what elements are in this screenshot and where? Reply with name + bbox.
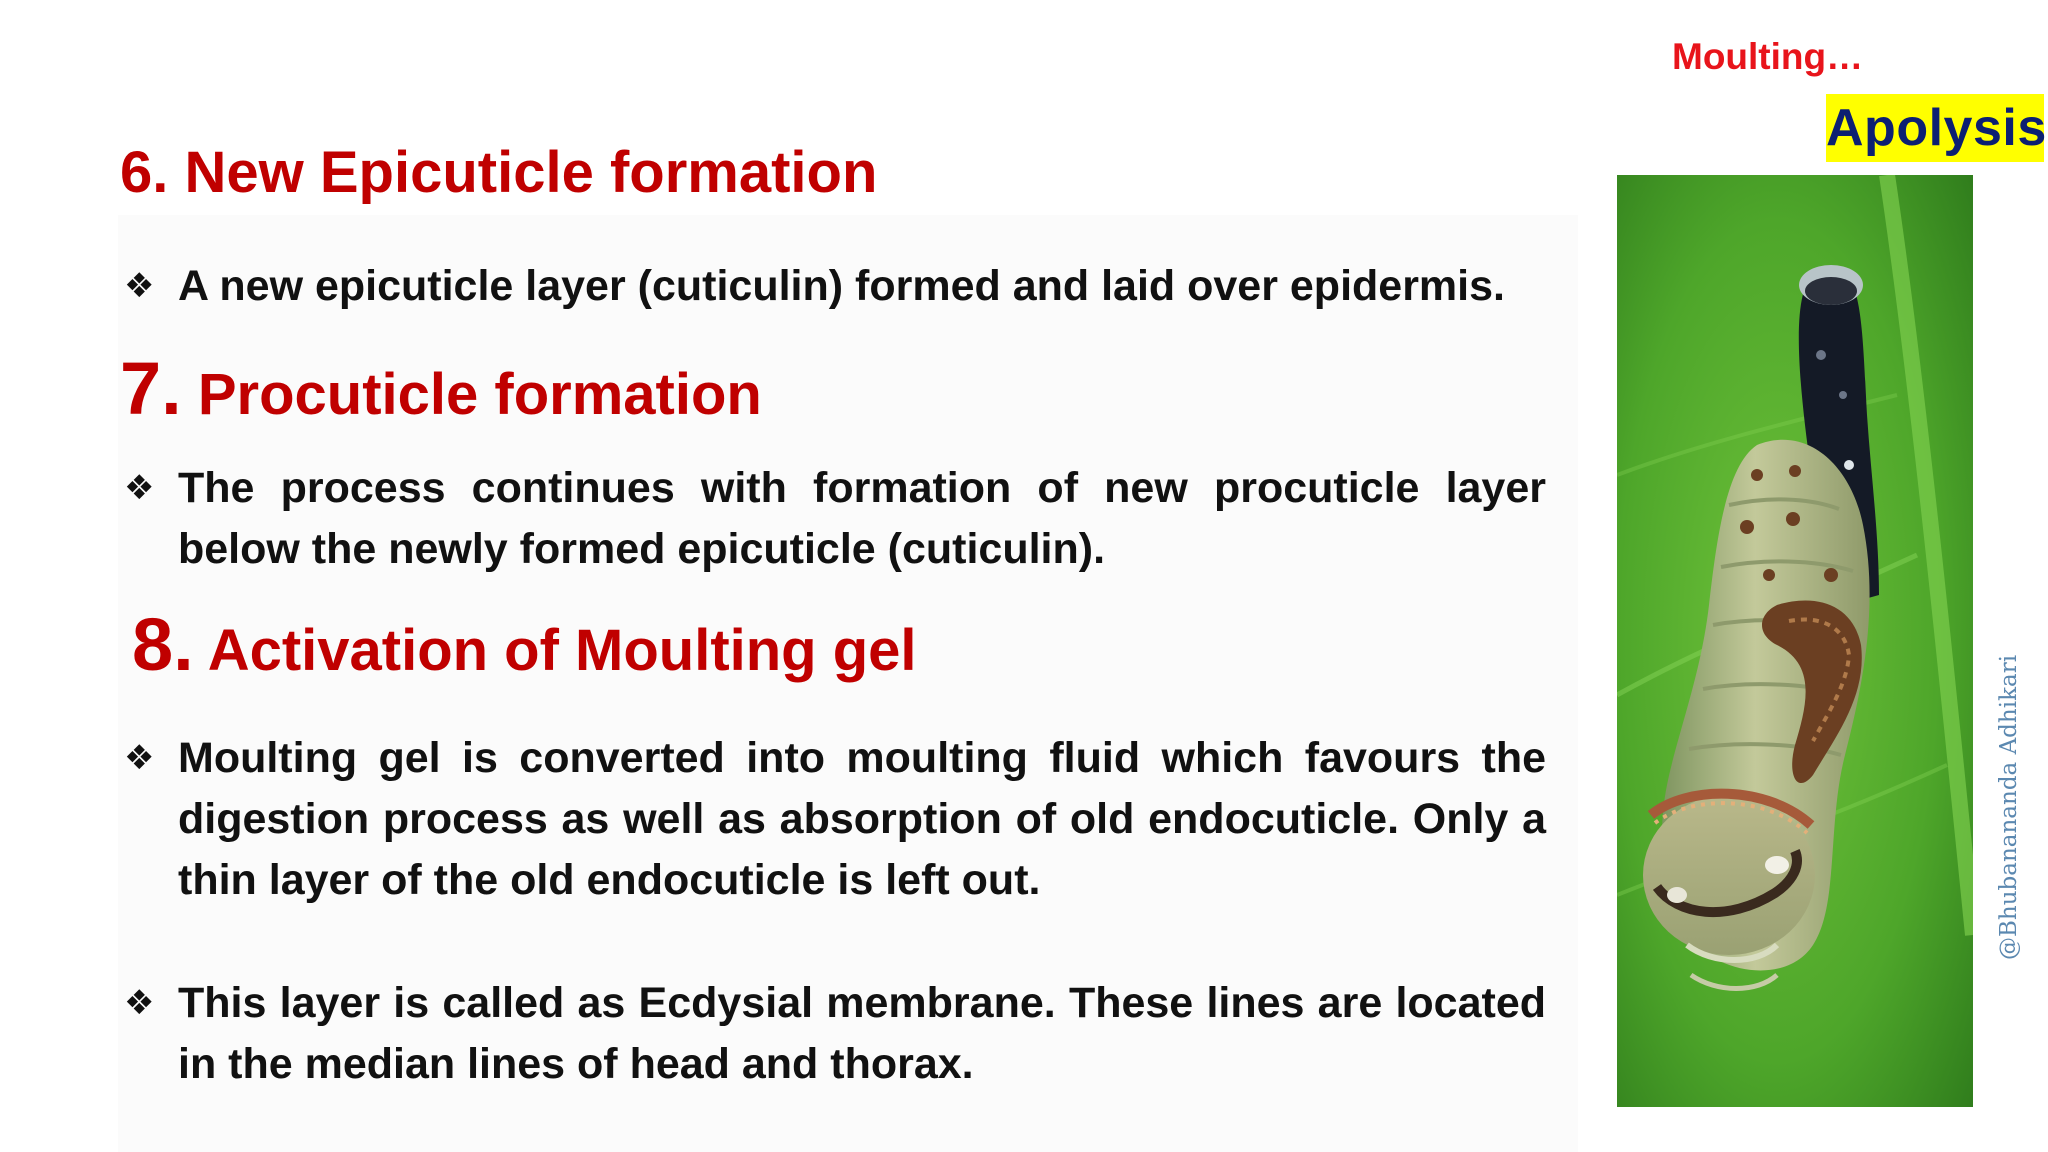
bullet-text: The process continues with formation of new procuticle layer below the newly formed epicuticle (cuticulin). xyxy=(178,464,1546,573)
bullet-diamond-icon: ❖ xyxy=(124,739,155,777)
bullet-diamond-icon: ❖ xyxy=(124,984,155,1022)
bullet-text: This layer is called as Ecdysial membrane. These lines are located in the median lines of head and thorax. xyxy=(178,979,1546,1088)
caterpillar-illustration xyxy=(1617,175,1973,1107)
section-number: 6. xyxy=(120,140,169,205)
topic-label: Moulting… xyxy=(1672,36,1864,77)
section-heading-7 xyxy=(120,347,762,430)
section-title: New Epicuticle formation xyxy=(184,140,878,205)
bullet-text: Moulting gel is converted into moulting fluid which favours the digestion process as well as absorption of old endocuticle. Only a thin layer of the old endocuticle is left out. xyxy=(178,734,1546,904)
section-heading-6 xyxy=(120,140,877,206)
bullet-item xyxy=(124,458,1546,580)
apolysis-tag: Apolysis xyxy=(1826,94,2044,162)
bullet-item xyxy=(124,728,1546,911)
bullet-diamond-icon: ❖ xyxy=(124,267,155,305)
bullet-diamond-icon: ❖ xyxy=(124,469,155,507)
section-number: 7. xyxy=(120,347,182,430)
caterpillar-photo xyxy=(1617,175,1973,1107)
section-title: Procuticle formation xyxy=(197,362,762,427)
credit-text: @Bhubanananda Adhikari xyxy=(1996,654,2022,960)
bullet-item xyxy=(124,256,1546,317)
bullet-item xyxy=(124,973,1546,1095)
bullet-text: A new epicuticle layer (cuticulin) formed and laid over epidermis. xyxy=(178,262,1505,310)
section-heading-8 xyxy=(132,603,917,686)
section-title: Activation of Moulting gel xyxy=(207,618,917,683)
section-number: 8. xyxy=(132,603,194,686)
